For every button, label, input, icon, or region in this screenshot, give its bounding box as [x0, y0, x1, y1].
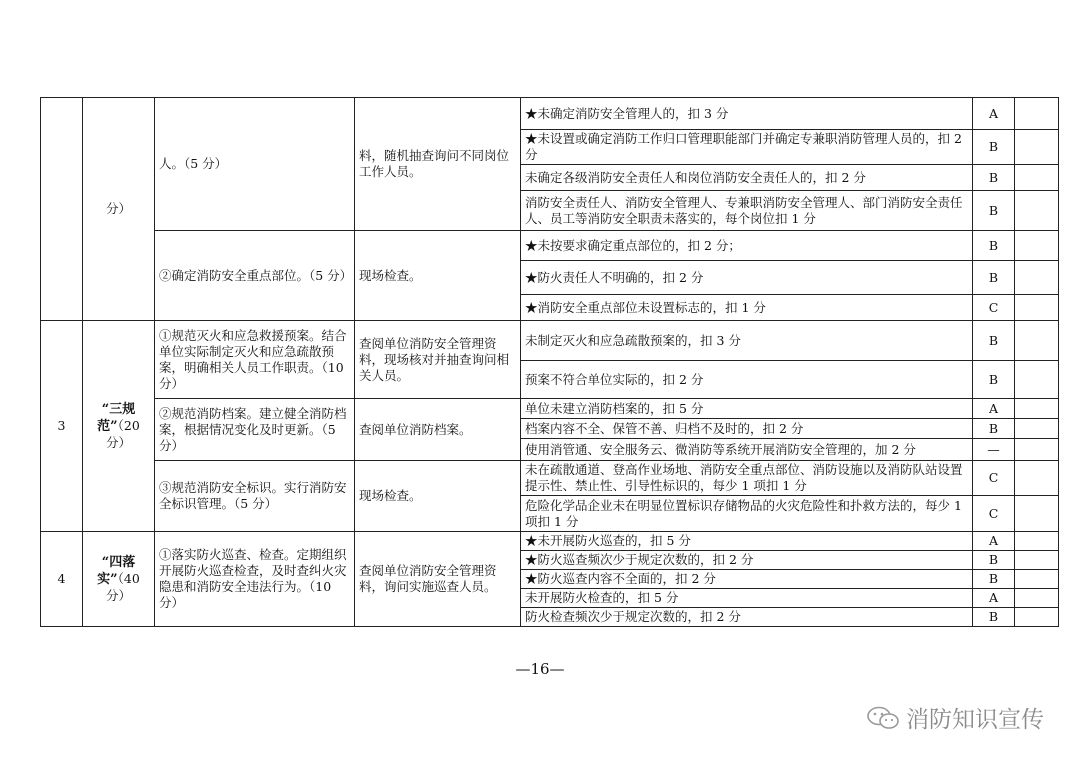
- category-score: （20 分）: [105, 418, 140, 450]
- score-cell: [1015, 98, 1059, 130]
- criterion-cell: 消防安全责任人、消防安全管理人、专兼职消防安全管理人、部门消防安全责任人、员工等消防安全职责未落实的，每个岗位扣 1 分: [521, 191, 973, 231]
- criterion-cell: ★未设置或确定消防工作归口管理职能部门并确定专兼职消防管理人员的，扣 2 分: [521, 130, 973, 165]
- item-cell: ②确定消防安全重点部位。（5 分）: [155, 231, 355, 321]
- grade-cell: A: [973, 589, 1015, 608]
- criterion-cell: ★消防安全重点部位未设置标志的，扣 1 分: [521, 295, 973, 321]
- score-cell: [1015, 231, 1059, 261]
- category-cell: [83, 532, 155, 627]
- row-number: 4: [41, 532, 83, 627]
- category-cell: 分）: [83, 98, 155, 321]
- grade-cell: —: [973, 439, 1015, 461]
- grade-cell: B: [973, 361, 1015, 399]
- score-cell: [1015, 439, 1059, 461]
- watermark-text: 消防知识宣传: [906, 707, 1044, 733]
- item-cell: ①落实防火巡查、检查。定期组织开展防火巡查检查，及时查纠火灾隐患和消防安全违法行为。（10 分）: [155, 532, 355, 627]
- category-title: “三规范”: [97, 402, 136, 434]
- grade-cell: C: [973, 461, 1015, 496]
- score-cell: [1015, 461, 1059, 496]
- score-cell: [1015, 551, 1059, 570]
- method-cell: 料，随机抽查询问不同岗位工作人员。: [355, 98, 521, 231]
- criterion-cell: 使用消管通、安全服务云、微消防等系统开展消防安全管理的，加 2 分: [521, 439, 973, 461]
- grade-cell: B: [973, 570, 1015, 589]
- grade-cell: B: [973, 419, 1015, 439]
- criterion-cell: 未开展防火检查的，扣 5 分: [521, 589, 973, 608]
- grade-cell: A: [973, 98, 1015, 130]
- method-cell: 现场检查。: [355, 231, 521, 321]
- watermark: [866, 701, 1044, 734]
- criterion-cell: 危险化学品企业未在明显位置标识存储物品的火灾危险性和扑救方法的，每少 1 项扣 1 分: [521, 496, 973, 532]
- method-cell: 查阅单位消防安全管理资料，现场核对并抽查询问相关人员。: [355, 321, 521, 399]
- grade-cell: A: [973, 399, 1015, 419]
- criterion-cell: 单位未建立消防档案的，扣 5 分: [521, 399, 973, 419]
- grade-cell: B: [973, 130, 1015, 165]
- method-cell: 现场检查。: [355, 461, 521, 532]
- criterion-cell: ★防火巡查频次少于规定次数的，扣 2 分: [521, 551, 973, 570]
- criterion-cell: ★未按要求确定重点部位的，扣 2 分；: [521, 231, 973, 261]
- item-cell: ③规范消防安全标识。实行消防安全标识管理。（5 分）: [155, 461, 355, 532]
- score-cell: [1015, 361, 1059, 399]
- grade-cell: B: [973, 551, 1015, 570]
- criterion-cell: 档案内容不全、保管不善、归档不及时的，扣 2 分: [521, 419, 973, 439]
- category-title: “四落实”: [97, 555, 136, 587]
- evaluation-table: [40, 97, 1059, 627]
- score-cell: [1015, 399, 1059, 419]
- page-number: —16—: [515, 660, 565, 678]
- score-cell: [1015, 261, 1059, 295]
- criterion-cell: ★防火巡查内容不全面的，扣 2 分: [521, 570, 973, 589]
- wechat-icon: [866, 705, 900, 731]
- score-cell: [1015, 419, 1059, 439]
- criterion-cell: 防火检查频次少于规定次数的，扣 2 分: [521, 608, 973, 627]
- method-cell: 查阅单位消防安全管理资料，询问实施巡查人员。: [355, 532, 521, 627]
- criterion-cell: 未制定灭火和应急疏散预案的，扣 3 分: [521, 321, 973, 361]
- category-cell: [83, 321, 155, 532]
- score-cell: [1015, 570, 1059, 589]
- grade-cell: B: [973, 191, 1015, 231]
- grade-cell: A: [973, 532, 1015, 551]
- method-cell: 查阅单位消防档案。: [355, 399, 521, 461]
- grade-cell: C: [973, 496, 1015, 532]
- criterion-cell: 预案不符合单位实际的，扣 2 分: [521, 361, 973, 399]
- grade-cell: B: [973, 231, 1015, 261]
- score-cell: [1015, 496, 1059, 532]
- criterion-cell: ★防火责任人不明确的，扣 2 分: [521, 261, 973, 295]
- item-cell: ②规范消防档案。建立健全消防档案，根据情况变化及时更新。（5 分）: [155, 399, 355, 461]
- criterion-cell: ★未确定消防安全管理人的，扣 3 分: [521, 98, 973, 130]
- score-cell: [1015, 130, 1059, 165]
- score-cell: [1015, 321, 1059, 361]
- item-cell: ①规范灭火和应急救援预案。结合单位实际制定灭火和应急疏散预案，明确相关人员工作职责。（10 分）: [155, 321, 355, 399]
- score-cell: [1015, 608, 1059, 627]
- item-cell: 人。（5 分）: [155, 98, 355, 231]
- criterion-cell: 未在疏散通道、登高作业场地、消防安全重点部位、消防设施以及消防队站设置提示性、禁止性、引导性标识的，每少 1 项扣 1 分: [521, 461, 973, 496]
- grade-cell: C: [973, 295, 1015, 321]
- row-number: 3: [41, 321, 83, 532]
- score-cell: [1015, 191, 1059, 231]
- criterion-cell: 未确定各级消防安全责任人和岗位消防安全责任人的，扣 2 分: [521, 165, 973, 191]
- grade-cell: B: [973, 261, 1015, 295]
- score-cell: [1015, 532, 1059, 551]
- grade-cell: B: [973, 608, 1015, 627]
- score-cell: [1015, 589, 1059, 608]
- score-cell: [1015, 295, 1059, 321]
- category-score: （40 分）: [105, 571, 140, 603]
- grade-cell: B: [973, 321, 1015, 361]
- criterion-cell: ★未开展防火巡查的，扣 5 分: [521, 532, 973, 551]
- row-number: [41, 98, 83, 321]
- score-cell: [1015, 165, 1059, 191]
- grade-cell: B: [973, 165, 1015, 191]
